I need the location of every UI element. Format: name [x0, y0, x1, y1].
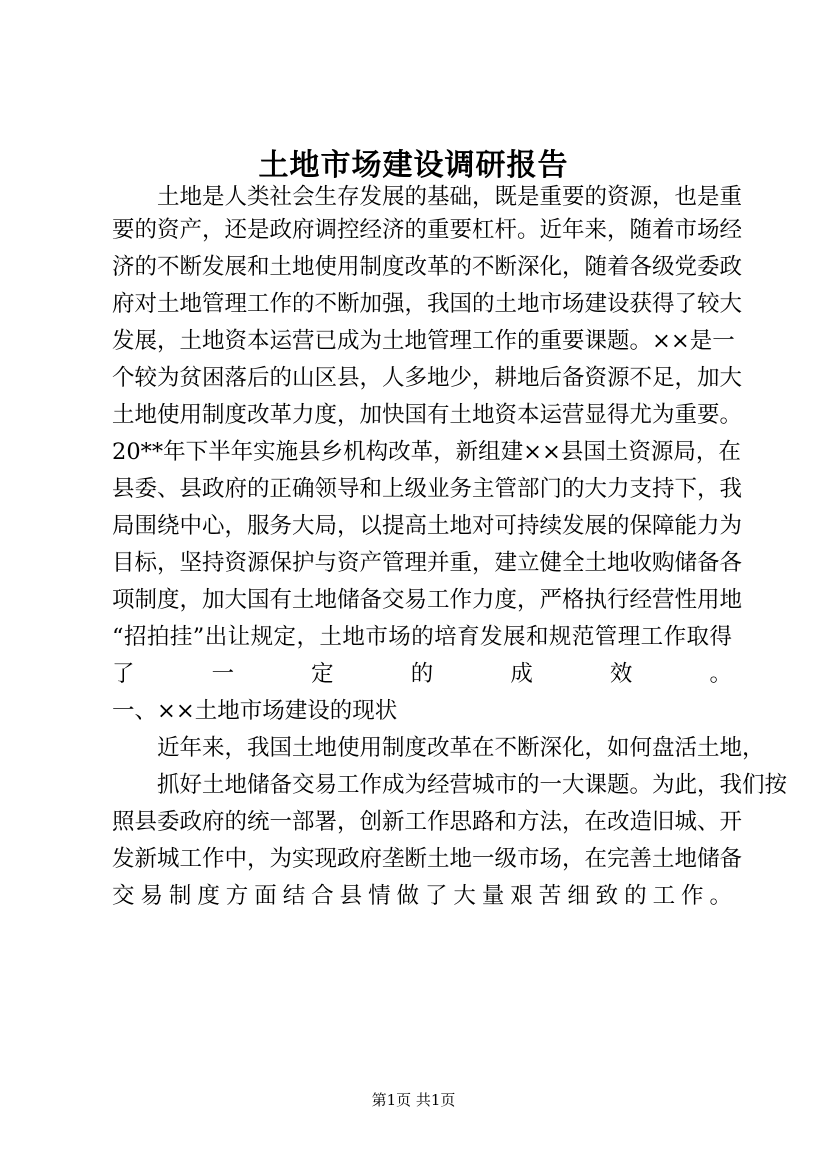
body-line: 县委、县政府的正确领导和上级业务主管部门的大力支持下，我	[112, 476, 743, 502]
body-line: 要的资产，还是政府调控经济的重要杠杆。近年来，随着市场经	[112, 217, 743, 243]
body-line: 20**年下半年实施县乡机构改革，新组建××县国土资源局，在	[112, 439, 741, 465]
page-number-footer: 第1页 共1页	[371, 1091, 456, 1109]
body-line: 发新城工作中，为实现政府垄断土地一级市场，在完善土地储备	[112, 846, 743, 872]
body-line: 个较为贫困落后的山区县，人多地少，耕地后备资源不足，加大	[112, 365, 743, 391]
body-line: 府对土地管理工作的不断加强，我国的土地市场建设获得了较大	[112, 291, 743, 317]
document-title: 土地市场建设调研报告	[258, 148, 569, 183]
body-line: 土地是人类社会生存发展的基础，既是重要的资源，也是重	[157, 184, 743, 210]
body-line: “招拍挂”出让规定，土地市场的培育发展和规范管理工作取得	[112, 624, 732, 650]
body-line: 目标，坚持资源保护与资产管理并重，建立健全土地收购储备各	[112, 550, 743, 576]
section-heading: 近年来，我国土地使用制度改革在不断深化，如何盘活土地，	[157, 735, 765, 761]
body-line: 了一定的成效。	[112, 661, 732, 687]
body-line: 一、××土地市场建设的现状	[112, 698, 398, 724]
body-line: 发展，土地资本运营已成为土地管理工作的重要课题。××是一	[112, 328, 735, 354]
body-line: 交易制度方面结合县情做了大量艰苦细致的工作。	[112, 883, 732, 909]
body-line: 照县委政府的统一部署，创新工作思路和方法，在改造旧城、开	[112, 809, 743, 835]
body-line: 土地使用制度改革力度，加快国有土地资本运营显得尤为重要。	[112, 402, 743, 428]
body-line: 局围绕中心，服务大局，以提高土地对可持续发展的保障能力为	[112, 513, 743, 539]
body-line: 济的不断发展和土地使用制度改革的不断深化，随着各级党委政	[112, 254, 743, 280]
body-line: 项制度，加大国有土地储备交易工作力度，严格执行经营性用地	[112, 587, 743, 613]
body-line: 抓好土地储备交易工作成为经营城市的一大课题。为此，我们按	[157, 772, 788, 798]
